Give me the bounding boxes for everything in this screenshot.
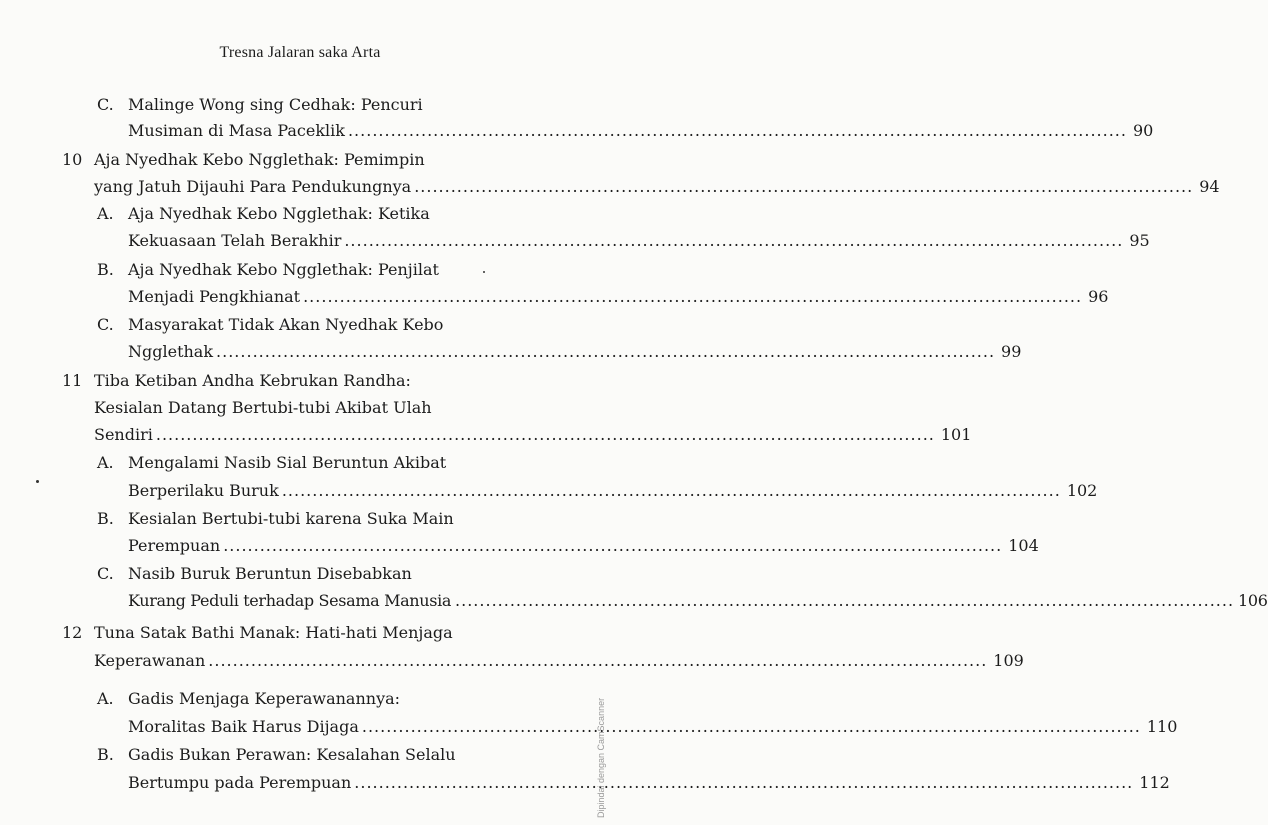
page-number: 104 xyxy=(1008,536,1039,555)
entry-title-line: Aja Nyedhak Kebo Ngglethak: Pemimpin xyxy=(94,150,425,169)
dot-leader xyxy=(414,176,1193,198)
entry-title-line: Perempuan xyxy=(128,536,221,555)
entry-letter: A. xyxy=(97,204,114,223)
toc-entry-leader[interactable] xyxy=(128,120,1154,142)
page-number: 90 xyxy=(1132,121,1154,140)
entry-title-line: Kesialan Datang Bertubi-tubi Akibat Ulah xyxy=(94,398,432,417)
page-number: 112 xyxy=(1139,773,1170,792)
dot-leader xyxy=(354,772,1133,794)
entry-title-line: Musiman di Masa Paceklik xyxy=(128,121,345,140)
toc-entry-leader[interactable] xyxy=(128,480,1098,502)
dot-leader xyxy=(455,590,1234,612)
page-number: 106 xyxy=(1238,591,1268,610)
entry-letter: A. xyxy=(97,453,114,472)
dot-leader xyxy=(223,535,1002,557)
toc-entry-leader[interactable] xyxy=(128,230,1150,252)
entry-letter: C. xyxy=(97,564,114,583)
entry-title-line: Tiba Ketiban Andha Kebrukan Randha: xyxy=(94,371,411,390)
dot-leader xyxy=(156,424,935,446)
entry-title-line: Menjadi Pengkhianat xyxy=(128,287,301,306)
page-number: 109 xyxy=(993,651,1024,670)
page-number: 101 xyxy=(940,425,972,444)
page-number: 94 xyxy=(1199,177,1220,196)
toc-entry-leader[interactable] xyxy=(128,772,1170,794)
entry-title-line: Malinge Wong sing Cedhak: Pencuri xyxy=(128,95,423,114)
toc-entry-leader[interactable] xyxy=(128,590,1268,612)
toc-entry-leader[interactable] xyxy=(128,341,1022,363)
entry-letter: B. xyxy=(97,509,114,528)
scan-speck xyxy=(483,271,485,273)
toc-entry-leader[interactable] xyxy=(128,535,1039,557)
entry-letter: C. xyxy=(97,95,114,114)
page-number: 110 xyxy=(1146,717,1178,736)
toc-entry-leader[interactable] xyxy=(128,716,1178,738)
page-number: 102 xyxy=(1066,481,1098,500)
dot-leader xyxy=(348,120,1127,142)
entry-title-line: Aja Nyedhak Kebo Ngglethak: Ketika xyxy=(128,204,430,223)
toc-entry-leader[interactable] xyxy=(94,650,1024,672)
toc-entry-leader[interactable] xyxy=(94,424,972,446)
entry-title-line: Bertumpu pada Perempuan xyxy=(128,773,352,792)
entry-title-line: Aja Nyedhak Kebo Ngglethak: Penjilat xyxy=(128,260,439,279)
page-number: 96 xyxy=(1088,287,1109,306)
entry-title-line: Moralitas Baik Harus Dijaga xyxy=(128,717,359,736)
entry-letter: B. xyxy=(97,260,114,279)
entry-title-line: Kekuasaan Telah Berakhir xyxy=(128,231,342,250)
toc-entry-leader[interactable] xyxy=(128,286,1109,308)
entry-title-line: Ngglethak xyxy=(128,342,214,361)
entry-title-line: Keperawanan xyxy=(94,651,206,670)
running-header: Tresna Jalaran saka Arta xyxy=(219,44,381,61)
dot-leader xyxy=(216,341,995,363)
page-number: 95 xyxy=(1129,231,1150,250)
watermark-text: Dipindai dengan CamScanner xyxy=(596,697,606,818)
scanner-watermark xyxy=(584,690,606,820)
entry-letter: B. xyxy=(97,745,114,764)
toc-entry-leader[interactable] xyxy=(94,176,1220,198)
dot-leader xyxy=(303,286,1082,308)
entry-letter: A. xyxy=(97,689,114,708)
entry-title-line: Kurang Peduli terhadap Sesama Manusia xyxy=(128,591,452,610)
chapter-number: 12 xyxy=(62,623,83,642)
entry-title-line: Gadis Bukan Perawan: Kesalahan Selalu xyxy=(128,745,456,764)
entry-letter: C. xyxy=(97,315,114,334)
entry-title-line: Sendiri xyxy=(94,425,153,444)
scan-speck xyxy=(36,480,39,483)
entry-title-line: Mengalami Nasib Sial Beruntun Akibat xyxy=(128,453,447,472)
chapter-number: 10 xyxy=(62,150,83,169)
dot-leader xyxy=(282,480,1061,502)
entry-title-line: Nasib Buruk Beruntun Disebabkan xyxy=(128,564,412,583)
page-number: 99 xyxy=(1001,342,1022,361)
entry-title-line: Masyarakat Tidak Akan Nyedhak Kebo xyxy=(128,315,444,334)
chapter-number: 11 xyxy=(62,371,83,390)
dot-leader xyxy=(344,230,1123,252)
dot-leader xyxy=(362,716,1141,738)
entry-title-line: Gadis Menjaga Keperawanannya: xyxy=(128,689,401,708)
entry-title-line: Tuna Satak Bathi Manak: Hati-hati Menjaga xyxy=(94,623,453,642)
entry-title-line: Kesialan Bertubi-tubi karena Suka Main xyxy=(128,509,454,528)
dot-leader xyxy=(208,650,987,672)
entry-title-line: yang Jatuh Dijauhi Para Pendukungnya xyxy=(94,177,412,196)
entry-title-line: Berperilaku Buruk xyxy=(128,481,279,500)
